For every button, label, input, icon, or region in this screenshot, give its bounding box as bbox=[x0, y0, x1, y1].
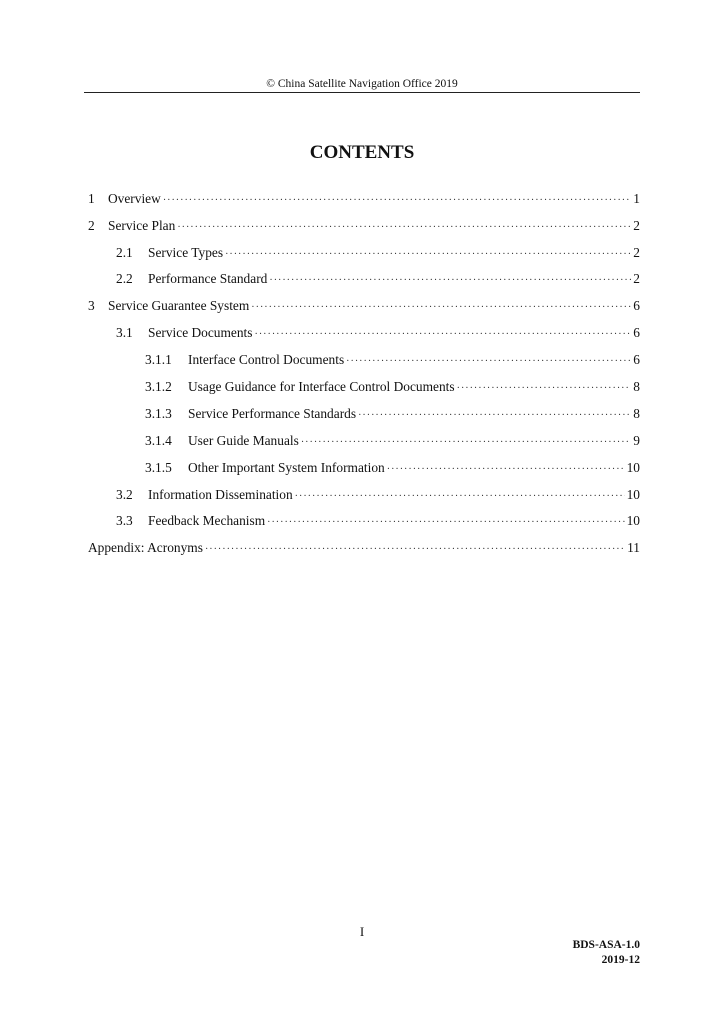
toc-dot-leader bbox=[269, 272, 631, 290]
toc-entry[interactable] bbox=[145, 432, 640, 450]
toc-dot-leader bbox=[251, 299, 631, 317]
toc-dot-leader bbox=[295, 488, 625, 506]
toc-entry-page: 2 bbox=[633, 271, 640, 286]
toc-dot-leader bbox=[387, 461, 625, 479]
page-header-copyright: © China Satellite Navigation Office 2019 bbox=[266, 78, 458, 90]
toc-entry[interactable] bbox=[88, 297, 640, 315]
toc-dot-leader bbox=[163, 192, 631, 210]
toc-entry[interactable] bbox=[88, 190, 640, 208]
toc-entry-page: 9 bbox=[633, 433, 640, 448]
toc-entry-title: Appendix: Acronyms bbox=[88, 540, 203, 555]
toc-entry[interactable] bbox=[116, 512, 640, 530]
toc-entry-page: 6 bbox=[633, 298, 640, 313]
toc-entry-number: 3.1.4 bbox=[145, 433, 172, 448]
toc-dot-leader bbox=[177, 219, 631, 237]
toc-entry-title: Overview bbox=[108, 191, 161, 206]
toc-entry-title: User Guide Manuals bbox=[188, 433, 299, 448]
toc-entry[interactable] bbox=[145, 378, 640, 396]
toc-entry-number: 2.2 bbox=[116, 271, 133, 286]
toc-entry-number: 2.1 bbox=[116, 245, 133, 260]
toc-entry-number: 3.3 bbox=[116, 513, 133, 528]
toc-entry-title: Information Dissemination bbox=[148, 487, 293, 502]
toc-entry-page: 6 bbox=[633, 352, 640, 367]
toc-dot-leader bbox=[457, 380, 632, 398]
toc-entry-number: 3.1.5 bbox=[145, 460, 172, 475]
toc-entry-number: 3.1.1 bbox=[145, 352, 172, 367]
page-number: I bbox=[359, 924, 365, 939]
toc-entry-number: 2 bbox=[88, 218, 95, 233]
toc-entry-title: Service Plan bbox=[108, 218, 176, 233]
toc-dot-leader bbox=[225, 246, 631, 264]
toc-entry[interactable] bbox=[116, 244, 640, 262]
toc-entry[interactable] bbox=[145, 405, 640, 423]
toc-entry-number: 3.2 bbox=[116, 487, 133, 502]
toc-entry-number: 3.1.3 bbox=[145, 406, 172, 421]
toc-entry-page: 8 bbox=[633, 379, 640, 394]
toc-entry-title: Other Important System Information bbox=[188, 460, 385, 475]
toc-entry[interactable] bbox=[116, 270, 640, 288]
toc-entry-title: Service Guarantee System bbox=[108, 298, 250, 313]
toc-dot-leader bbox=[255, 326, 632, 344]
toc-entry-page: 2 bbox=[633, 245, 640, 260]
toc-title: CONTENTS bbox=[309, 142, 415, 163]
toc-entry-title: Service Performance Standards bbox=[188, 406, 357, 421]
toc-entry[interactable] bbox=[88, 217, 640, 235]
toc-entry[interactable] bbox=[116, 324, 640, 342]
toc-entry-page: 11 bbox=[627, 540, 640, 555]
toc-entry-title: Performance Standard bbox=[148, 271, 268, 286]
toc-entry-title: Feedback Mechanism bbox=[148, 513, 266, 528]
toc-dot-leader bbox=[301, 434, 631, 452]
toc-entry-number: 3.1.2 bbox=[145, 379, 172, 394]
toc-entry-number: 1 bbox=[88, 191, 95, 206]
toc-entry[interactable] bbox=[145, 459, 640, 477]
toc-entry-title: Service Types bbox=[148, 245, 224, 260]
toc-entry[interactable] bbox=[145, 351, 640, 369]
toc-entry-page: 6 bbox=[633, 325, 640, 340]
toc-entry-title: Interface Control Documents bbox=[188, 352, 345, 367]
toc-entry-page: 10 bbox=[626, 513, 640, 528]
toc-entry-title: Service Documents bbox=[148, 325, 253, 340]
toc-entry-number: 3.1 bbox=[116, 325, 133, 340]
toc-entry-number: 3 bbox=[88, 298, 95, 313]
toc-entry-page: 2 bbox=[633, 218, 640, 233]
toc-dot-leader bbox=[346, 353, 631, 371]
toc-dot-leader bbox=[358, 407, 631, 425]
header-rule bbox=[84, 92, 640, 93]
toc-entry-page: 1 bbox=[633, 191, 640, 206]
toc-entry[interactable] bbox=[116, 486, 640, 504]
toc-entry-title: Usage Guidance for Interface Control Documents bbox=[188, 379, 455, 394]
toc-entry[interactable] bbox=[88, 539, 640, 557]
toc-dot-leader bbox=[205, 541, 625, 559]
toc-dot-leader bbox=[267, 514, 624, 532]
toc-entry-page: 10 bbox=[626, 460, 640, 475]
document-id: BDS-ASA-1.0 bbox=[572, 939, 640, 951]
toc-entry-page: 8 bbox=[633, 406, 640, 421]
document-date: 2019-12 bbox=[601, 954, 640, 966]
toc-entry-page: 10 bbox=[626, 487, 640, 502]
